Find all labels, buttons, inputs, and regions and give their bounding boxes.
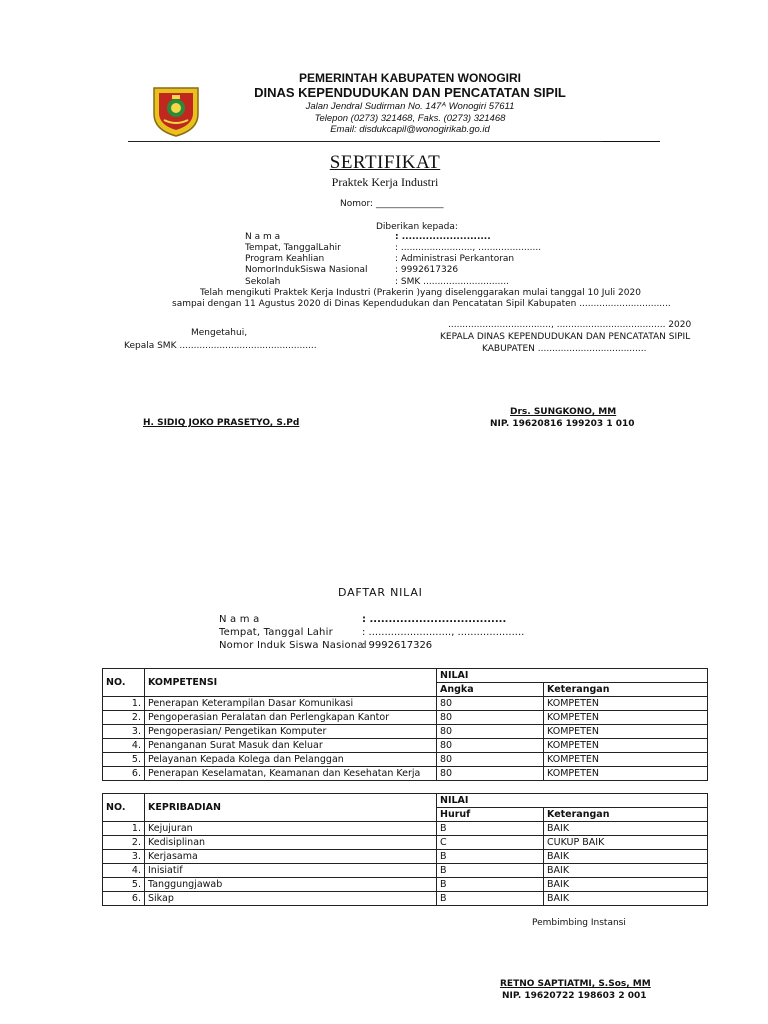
row-personality: Inisiatif <box>145 864 437 878</box>
table-row <box>103 892 708 906</box>
letterhead-address: Jalan Jendral Sudirman No. 147ᴬ Wonogiri 57611 <box>305 101 515 112</box>
supervisor-nip: NIP. 19620722 198603 2 001 <box>502 991 647 1001</box>
letterhead-department: DINAS KEPENDUDUKAN DAN PENCATATAN SIPIL <box>254 85 566 100</box>
table-row <box>103 697 708 711</box>
grades-value-birth: : .........................., ..................... <box>362 627 525 638</box>
given-to-label: Diberikan kepada: <box>376 222 458 232</box>
table-row <box>103 850 708 864</box>
grades-title: DAFTAR NILAI <box>338 586 423 599</box>
row-score: 80 <box>437 753 544 767</box>
field-label-school: Sekolah <box>245 277 281 287</box>
col-header-note: Keterangan <box>544 683 708 697</box>
row-score: 80 <box>437 767 544 781</box>
row-note: KOMPETEN <box>544 697 708 711</box>
row-note: KOMPETEN <box>544 753 708 767</box>
field-value-birth: : ........................., ...................... <box>395 243 542 253</box>
row-grade: C <box>437 836 544 850</box>
grades-label-birth: Tempat, Tanggal Lahir <box>219 627 333 638</box>
row-no: 1. <box>103 697 145 711</box>
table-row <box>103 878 708 892</box>
grades-value-name: : .................................... <box>362 614 507 625</box>
row-no: 2. <box>103 711 145 725</box>
col-header-nilai: NILAI <box>437 669 708 683</box>
statement-line-1: Telah mengikuti Praktek Kerja Industri (Prakerin )yang diselenggarakan mulai tanggal 10 Juli 2020 <box>200 288 641 298</box>
row-note: BAIK <box>544 878 708 892</box>
row-grade: B <box>437 878 544 892</box>
row-no: 5. <box>103 753 145 767</box>
row-grade: B <box>437 864 544 878</box>
row-note: BAIK <box>544 822 708 836</box>
personality-table <box>102 793 708 906</box>
col-header-note: Keterangan <box>544 808 708 822</box>
field-label-nisn: NomorIndukSiswa Nasional <box>245 265 368 275</box>
head-title-line-1: KEPALA DINAS KEPENDUDUKAN DAN PENCATATAN SIPIL <box>440 332 691 342</box>
row-grade: B <box>437 822 544 836</box>
wonogiri-emblem-icon <box>150 84 202 138</box>
row-competency: Pengoperasian/ Pengetikan Komputer <box>145 725 437 739</box>
table-row <box>103 725 708 739</box>
table-row <box>103 836 708 850</box>
row-note: BAIK <box>544 892 708 906</box>
row-note: BAIK <box>544 850 708 864</box>
row-note: KOMPETEN <box>544 725 708 739</box>
table-row <box>103 739 708 753</box>
letterhead-email: Email: disdukcapil@wonogirikab.go.id <box>330 124 490 135</box>
col-header-nilai: NILAI <box>437 794 708 808</box>
row-no: 4. <box>103 864 145 878</box>
col-header-no: NO. <box>103 669 145 697</box>
row-competency: Penanganan Surat Masuk dan Keluar <box>145 739 437 753</box>
row-note: KOMPETEN <box>544 767 708 781</box>
grades-value-nisn: : 9992617326 <box>362 640 433 651</box>
row-no: 5. <box>103 878 145 892</box>
certificate-number: Nomor: _______________ <box>340 199 444 209</box>
row-competency: Pelayanan Kepada Kolega dan Pelanggan <box>145 753 437 767</box>
row-note: CUKUP BAIK <box>544 836 708 850</box>
row-grade: B <box>437 892 544 906</box>
letterhead-divider-bold <box>602 141 660 142</box>
row-no: 2. <box>103 836 145 850</box>
table-row <box>103 864 708 878</box>
letterhead-phone: Telepon (0273) 321468, Faks. (0273) 321468 <box>314 113 506 124</box>
row-competency: Penerapan Keterampilan Dasar Komunikasi <box>145 697 437 711</box>
field-value-name: : .......................... <box>395 232 491 242</box>
signer-right-name: Drs. SUNGKONO, MM <box>510 407 617 417</box>
col-header-grade: Huruf <box>437 808 544 822</box>
field-value-school: : SMK .............................. <box>395 277 509 287</box>
row-note: BAIK <box>544 864 708 878</box>
row-personality: Kerjasama <box>145 850 437 864</box>
row-score: 80 <box>437 711 544 725</box>
col-header-score: Angka <box>437 683 544 697</box>
row-no: 1. <box>103 822 145 836</box>
col-header-personality: KEPRIBADIAN <box>145 794 437 822</box>
table-row <box>103 767 708 781</box>
head-title-line-2: KABUPATEN ...................................... <box>482 344 647 354</box>
row-no: 3. <box>103 850 145 864</box>
col-header-competency: KOMPETENSI <box>145 669 437 697</box>
field-label-program: Program Keahlian <box>245 254 325 264</box>
letterhead-divider <box>128 141 602 142</box>
table-row <box>103 753 708 767</box>
field-value-nisn: : 9992617326 <box>395 265 459 275</box>
row-personality: Kedisiplinan <box>145 836 437 850</box>
field-label-birth: Tempat, TanggalLahir <box>245 243 341 253</box>
row-no: 6. <box>103 892 145 906</box>
field-label-name: N a m a <box>245 232 281 242</box>
row-competency: Pengoperasian Peralatan dan Perlengkapan Kantor <box>145 711 437 725</box>
supervisor-label: Pembimbing Instansi <box>532 918 626 928</box>
certificate-title: SERTIFIKAT <box>329 152 441 173</box>
competency-table <box>102 668 708 781</box>
row-note: KOMPETEN <box>544 711 708 725</box>
signer-left-name: H. SIDIQ JOKO PRASETYO, S.Pd <box>143 418 300 428</box>
grades-label-name: N a m a <box>219 614 260 625</box>
field-value-program: : Administrasi Perkantoran <box>395 254 515 264</box>
row-score: 80 <box>437 725 544 739</box>
row-personality: Kejujuran <box>145 822 437 836</box>
row-competency: Penerapan Keselamatan, Keamanan dan Kesehatan Kerja <box>145 767 437 781</box>
row-grade: B <box>437 850 544 864</box>
table-row <box>103 822 708 836</box>
row-note: KOMPETEN <box>544 739 708 753</box>
table-row <box>103 711 708 725</box>
row-no: 6. <box>103 767 145 781</box>
row-no: 4. <box>103 739 145 753</box>
acknowledged-label: Mengetahui, <box>191 328 248 338</box>
school-head-label: Kepala SMK ................................................ <box>124 341 317 351</box>
row-score: 80 <box>437 697 544 711</box>
col-header-no: NO. <box>103 794 145 822</box>
statement-line-2: sampai dengan 11 Agustus 2020 di Dinas Kependudukan dan Pencatatan Sipil Kabupaten ................................ <box>172 299 671 309</box>
letterhead-government: PEMERINTAH KABUPATEN WONOGIRI <box>299 71 521 85</box>
row-personality: Tanggungjawab <box>145 878 437 892</box>
row-no: 3. <box>103 725 145 739</box>
supervisor-name: RETNO SAPTIATMI, S.Sos, MM <box>500 979 651 989</box>
date-place: ...................................., ...................................... 2020 <box>448 320 692 330</box>
row-personality: Sikap <box>145 892 437 906</box>
signer-right-nip: NIP. 19620816 199203 1 010 <box>490 419 635 429</box>
row-score: 80 <box>437 739 544 753</box>
grades-label-nisn: Nomor Induk Siswa Nasional <box>219 640 367 651</box>
certificate-subtitle: Praktek Kerja Industri <box>331 175 439 189</box>
